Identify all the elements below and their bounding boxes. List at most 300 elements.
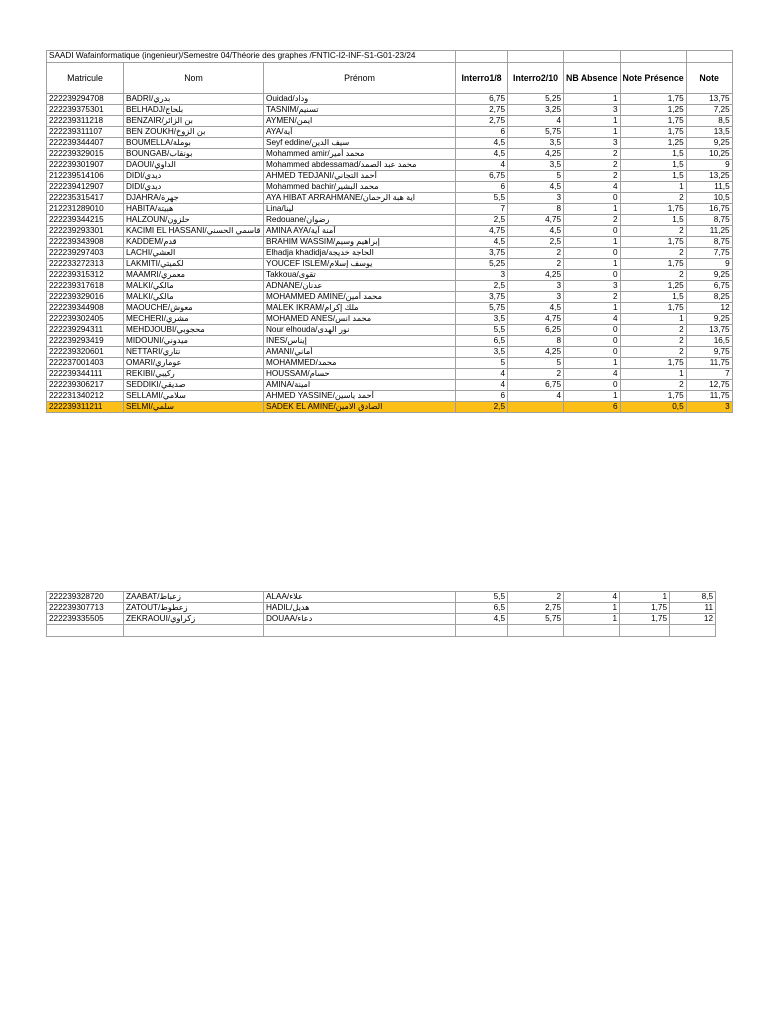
cell-interro1[interactable]: 4,5: [456, 237, 508, 248]
header-interro2: Interro2/10: [508, 63, 564, 94]
cell-matricule[interactable]: 222239320601: [47, 347, 124, 358]
cell-interro2[interactable]: [508, 402, 564, 413]
cell-prenom[interactable]: AYMEN/ايمن: [264, 116, 456, 127]
table-row: [47, 336, 733, 347]
cell-note-presence[interactable]: 1,75: [620, 614, 670, 625]
cell-interro2[interactable]: 6,75: [508, 380, 564, 391]
cell-nom[interactable]: MIDOUNI/ميدوني: [124, 336, 264, 347]
cell-interro1[interactable]: 2,5: [456, 281, 508, 292]
cell-prenom[interactable]: DOUAA/دعاء: [264, 614, 456, 625]
cell-interro1[interactable]: 6,75: [456, 171, 508, 182]
cell-note-presence[interactable]: 1,75: [620, 391, 686, 402]
cell-nb-absence[interactable]: 3: [564, 281, 621, 292]
cell-nb-absence[interactable]: 2: [564, 160, 621, 171]
cell-nom[interactable]: ZAABAT/زعباط: [124, 592, 264, 603]
cell-matricule[interactable]: 222239344908: [47, 303, 124, 314]
cell-interro2[interactable]: 2: [508, 369, 564, 380]
cell-matricule[interactable]: 222239311107: [47, 127, 124, 138]
cell-nb-absence[interactable]: 1: [564, 116, 621, 127]
cell-nb-absence[interactable]: 4: [564, 182, 621, 193]
cell-interro2[interactable]: 4: [508, 391, 564, 402]
table-row: [47, 116, 733, 127]
cell-nom[interactable]: ZATOUT/زعطوط: [124, 603, 264, 614]
cell-note[interactable]: 11,25: [686, 226, 732, 237]
cell-interro2[interactable]: 4,5: [508, 303, 564, 314]
empty-cell[interactable]: [564, 51, 621, 63]
table-row: [47, 303, 733, 314]
cell-note-presence[interactable]: 1,25: [620, 105, 686, 116]
cell-interro1[interactable]: 3,75: [456, 248, 508, 259]
cell-note-presence[interactable]: 1,75: [620, 259, 686, 270]
cell-matricule[interactable]: 222239307713: [47, 603, 124, 614]
cell-prenom[interactable]: AMINA/امينة: [264, 380, 456, 391]
cell-interro1[interactable]: 6,5: [456, 603, 508, 614]
empty-cell[interactable]: [620, 51, 686, 63]
cell-interro2[interactable]: 2,75: [508, 603, 564, 614]
cell-nom[interactable]: LACHI/العشي: [124, 248, 264, 259]
cell-note[interactable]: 12,75: [686, 380, 732, 391]
table-row: [47, 259, 733, 270]
table-row: [47, 281, 733, 292]
cell-note[interactable]: 8,5: [686, 116, 732, 127]
cell-prenom[interactable]: AMANI/أماني: [264, 347, 456, 358]
cell-interro2[interactable]: 4,25: [508, 270, 564, 281]
cell-interro2[interactable]: 6,25: [508, 325, 564, 336]
cell-matricule[interactable]: 222239297403: [47, 248, 124, 259]
cell-note-presence[interactable]: 1,5: [620, 215, 686, 226]
cell-nb-absence[interactable]: 1: [564, 303, 621, 314]
cell-interro1[interactable]: 7: [456, 204, 508, 215]
cell-nb-absence[interactable]: 3: [564, 138, 621, 149]
cell-interro2[interactable]: 2: [508, 259, 564, 270]
cell-interro1[interactable]: 2,5: [456, 402, 508, 413]
cell-interro2[interactable]: 3: [508, 281, 564, 292]
cell-nb-absence[interactable]: 2: [564, 215, 621, 226]
cell-interro1[interactable]: 4,5: [456, 149, 508, 160]
cell-note[interactable]: 6,75: [686, 281, 732, 292]
cell-note-presence[interactable]: 1,75: [620, 94, 686, 105]
cell-interro1[interactable]: 3,5: [456, 347, 508, 358]
cell-interro2[interactable]: 2: [508, 592, 564, 603]
cell-nb-absence[interactable]: 1: [564, 94, 621, 105]
cell-note[interactable]: 8,75: [686, 237, 732, 248]
cell-nb-absence[interactable]: 1: [564, 391, 621, 402]
cell-interro2[interactable]: 3,25: [508, 105, 564, 116]
cell-matricule[interactable]: 222239302405: [47, 314, 124, 325]
cell-nom[interactable]: DAOUI/الداوي: [124, 160, 264, 171]
cell-note[interactable]: 13,75: [686, 325, 732, 336]
cell-nb-absence[interactable]: 2: [564, 149, 621, 160]
cell-prenom[interactable]: YOUCEF ISLEM/يوسف إسلام: [264, 259, 456, 270]
cell-nb-absence[interactable]: 1: [564, 237, 621, 248]
cell-note[interactable]: 7,75: [686, 248, 732, 259]
cell-interro1[interactable]: 6: [456, 182, 508, 193]
cell-note[interactable]: 11,5: [686, 182, 732, 193]
cell-nom[interactable]: BOUNGAB/بونقاب: [124, 149, 264, 160]
cell-interro1[interactable]: 3: [456, 270, 508, 281]
cell-interro1[interactable]: 2,75: [456, 116, 508, 127]
table-row: [47, 138, 733, 149]
cell-note-presence[interactable]: 1,75: [620, 204, 686, 215]
cell-matricule[interactable]: 222239315312: [47, 270, 124, 281]
cell-nb-absence[interactable]: 4: [564, 369, 621, 380]
cell-interro1[interactable]: 6: [456, 127, 508, 138]
cell-nom[interactable]: BEN ZOUKH/بن الزوخ: [124, 127, 264, 138]
cell-note[interactable]: 3: [686, 402, 732, 413]
empty-cell[interactable]: [686, 51, 732, 63]
cell-interro1[interactable]: 6: [456, 391, 508, 402]
cell-nb-absence[interactable]: 1: [564, 204, 621, 215]
cell-note-presence[interactable]: 1: [620, 592, 670, 603]
cell-matricule[interactable]: 222239301907: [47, 160, 124, 171]
cell-nb-absence[interactable]: 2: [564, 171, 621, 182]
empty-cell[interactable]: [508, 625, 564, 637]
cell-note-presence[interactable]: 2: [620, 325, 686, 336]
cell-matricule[interactable]: 222237001403: [47, 358, 124, 369]
cell-prenom[interactable]: AYA/آية: [264, 127, 456, 138]
cell-matricule[interactable]: 212239514106: [47, 171, 124, 182]
cell-note-presence[interactable]: 1,75: [620, 303, 686, 314]
cell-note-presence[interactable]: 1,75: [620, 358, 686, 369]
table-row: [47, 292, 733, 303]
cell-matricule[interactable]: 222231340212: [47, 391, 124, 402]
cell-nom[interactable]: MAOUCHE/معوش: [124, 303, 264, 314]
cell-nb-absence[interactable]: 1: [564, 603, 620, 614]
cell-nom[interactable]: REKIBI/ركيبي: [124, 369, 264, 380]
table-row: [47, 105, 733, 116]
cell-nom[interactable]: SELLAMI/سلامي: [124, 391, 264, 402]
cell-note[interactable]: 9: [686, 259, 732, 270]
cell-note-presence[interactable]: 1,25: [620, 281, 686, 292]
cell-interro1[interactable]: 3,5: [456, 314, 508, 325]
cell-note-presence[interactable]: 1,75: [620, 127, 686, 138]
cell-note-presence[interactable]: 2: [620, 270, 686, 281]
cell-interro2[interactable]: 4,25: [508, 347, 564, 358]
cell-nom[interactable]: SELMI/سلمي: [124, 402, 264, 413]
cell-nb-absence[interactable]: 2: [564, 292, 621, 303]
cell-matricule[interactable]: 222239375301: [47, 105, 124, 116]
cell-note[interactable]: 12: [670, 614, 716, 625]
cell-nb-absence[interactable]: 0: [564, 325, 621, 336]
cell-matricule[interactable]: 222239344111: [47, 369, 124, 380]
cell-nom[interactable]: MAAMRI/معمري: [124, 270, 264, 281]
cell-note-presence[interactable]: 1: [620, 369, 686, 380]
cell-note-presence[interactable]: 1,75: [620, 237, 686, 248]
table-row: [47, 358, 733, 369]
cell-interro1[interactable]: 4: [456, 380, 508, 391]
cell-matricule[interactable]: 222239335505: [47, 614, 124, 625]
cell-interro2[interactable]: 3,5: [508, 138, 564, 149]
empty-cell[interactable]: [620, 625, 670, 637]
cell-interro2[interactable]: 4: [508, 116, 564, 127]
cell-prenom[interactable]: Mohammed bachir/محمد البشير: [264, 182, 456, 193]
cell-prenom[interactable]: Nour elhouda/نور الهدى: [264, 325, 456, 336]
cell-nb-absence[interactable]: 0: [564, 270, 621, 281]
cell-matricule[interactable]: 222239306217: [47, 380, 124, 391]
cell-note-presence[interactable]: 1: [620, 182, 686, 193]
cell-note-presence[interactable]: 2: [620, 380, 686, 391]
cell-interro2[interactable]: 4,5: [508, 226, 564, 237]
cell-prenom[interactable]: AMINA AYA/آمنة آية: [264, 226, 456, 237]
table-row: [47, 391, 733, 402]
cell-nb-absence[interactable]: 1: [564, 259, 621, 270]
cell-nom[interactable]: ZEKRAOUI/زكراوي: [124, 614, 264, 625]
table-row: [47, 160, 733, 171]
cell-note[interactable]: 16,75: [686, 204, 732, 215]
header-nb-absence: NB Absence: [564, 63, 621, 94]
table-row: [47, 171, 733, 182]
cell-nb-absence[interactable]: 0: [564, 193, 621, 204]
cell-nom[interactable]: MALKI/مالكي: [124, 292, 264, 303]
cell-nom[interactable]: DIDI/ديدي: [124, 182, 264, 193]
cell-nb-absence[interactable]: 3: [564, 105, 621, 116]
cell-interro2[interactable]: 2: [508, 248, 564, 259]
cell-note[interactable]: 9,25: [686, 314, 732, 325]
cell-nom[interactable]: OMARI/عوماري: [124, 358, 264, 369]
cell-nom[interactable]: MEHDJOUBI/محجوبي: [124, 325, 264, 336]
cell-prenom[interactable]: Takkoua/تقوى: [264, 270, 456, 281]
cell-nb-absence[interactable]: 0: [564, 380, 621, 391]
header-row: [47, 63, 733, 94]
empty-cell[interactable]: [508, 51, 564, 63]
cell-interro1[interactable]: 5,5: [456, 325, 508, 336]
cell-note[interactable]: 9: [686, 160, 732, 171]
empty-cell[interactable]: [124, 625, 264, 637]
cell-interro1[interactable]: 5,75: [456, 303, 508, 314]
cell-prenom[interactable]: Seyf eddine/سيف الدين: [264, 138, 456, 149]
cell-nb-absence[interactable]: 0: [564, 347, 621, 358]
cell-prenom[interactable]: INES/إيناس: [264, 336, 456, 347]
cell-note[interactable]: 8,5: [670, 592, 716, 603]
cell-note-presence[interactable]: 1,5: [620, 160, 686, 171]
cell-nb-absence[interactable]: 1: [564, 127, 621, 138]
header-interro1: Interro1/8: [456, 63, 508, 94]
cell-note[interactable]: 13,25: [686, 171, 732, 182]
title-row: [47, 51, 733, 63]
table-row: [47, 94, 733, 105]
cell-note[interactable]: 16,5: [686, 336, 732, 347]
header-prenom: Prénom: [264, 63, 456, 94]
cell-nb-absence[interactable]: 6: [564, 402, 621, 413]
cell-interro2[interactable]: 5,75: [508, 127, 564, 138]
cell-note[interactable]: 7,25: [686, 105, 732, 116]
table-row: [47, 226, 733, 237]
cell-prenom[interactable]: HOUSSAM/حسام: [264, 369, 456, 380]
cell-nom[interactable]: DIDI/ديدي: [124, 171, 264, 182]
cell-note[interactable]: 9,25: [686, 138, 732, 149]
cell-prenom[interactable]: Mohammed amir/محمد أمير: [264, 149, 456, 160]
cell-nom[interactable]: DJAHRA/جهرة: [124, 193, 264, 204]
cell-interro2[interactable]: 4,75: [508, 215, 564, 226]
cell-prenom[interactable]: AHMED TEDJANI/أحمد التجاني: [264, 171, 456, 182]
cell-prenom[interactable]: SADEK EL AMINE/الصادق الامين: [264, 402, 456, 413]
cell-matricule[interactable]: 212231289010: [47, 204, 124, 215]
cell-nom[interactable]: BADRI/بدري: [124, 94, 264, 105]
cell-note[interactable]: 8,25: [686, 292, 732, 303]
cell-interro2[interactable]: 4,75: [508, 314, 564, 325]
cell-interro1[interactable]: 4: [456, 369, 508, 380]
cell-prenom[interactable]: Redouane/رضوان: [264, 215, 456, 226]
cell-interro1[interactable]: 5,25: [456, 259, 508, 270]
empty-cell[interactable]: [456, 51, 508, 63]
cell-interro1[interactable]: 5: [456, 358, 508, 369]
table-row: [47, 369, 733, 380]
cell-matricule[interactable]: 222239311218: [47, 116, 124, 127]
cell-note-presence[interactable]: 1,5: [620, 171, 686, 182]
cell-note-presence[interactable]: 2: [620, 193, 686, 204]
cell-nom[interactable]: BENZAIR/بن الزائر: [124, 116, 264, 127]
cell-note[interactable]: 9,75: [686, 347, 732, 358]
cell-interro2[interactable]: 4,5: [508, 182, 564, 193]
cell-matricule[interactable]: 222239343908: [47, 237, 124, 248]
cell-prenom[interactable]: MALEK IKRAM/ملك إكرام: [264, 303, 456, 314]
cell-matricule[interactable]: 222239328720: [47, 592, 124, 603]
cell-interro1[interactable]: 4,75: [456, 226, 508, 237]
cell-prenom[interactable]: ADNANE/عدنان: [264, 281, 456, 292]
cell-interro1[interactable]: 2,75: [456, 105, 508, 116]
cell-matricule[interactable]: 222239294311: [47, 325, 124, 336]
cell-note[interactable]: 8,75: [686, 215, 732, 226]
cell-note-presence[interactable]: 0,5: [620, 402, 686, 413]
cell-note-presence[interactable]: 1,75: [620, 116, 686, 127]
cell-nb-absence[interactable]: 1: [564, 614, 620, 625]
cell-prenom[interactable]: MOHAMMED AMINE/محمد أمين: [264, 292, 456, 303]
cell-prenom[interactable]: MOHAMED ANES/محمد انس: [264, 314, 456, 325]
cell-note[interactable]: 11,75: [686, 391, 732, 402]
cell-nb-absence[interactable]: 0: [564, 248, 621, 259]
cell-interro2[interactable]: 3: [508, 292, 564, 303]
header-nom: Nom: [124, 63, 264, 94]
cell-matricule[interactable]: 222239317618: [47, 281, 124, 292]
cell-interro1[interactable]: 4,5: [456, 138, 508, 149]
cell-prenom[interactable]: AYA HIBAT ARRAHMANE/اية هبة الرحمان: [264, 193, 456, 204]
cell-nom[interactable]: MECHERI/مشري: [124, 314, 264, 325]
cell-prenom[interactable]: Mohammed abdessamad/محمد عبد الصمد: [264, 160, 456, 171]
cell-interro2[interactable]: 3: [508, 193, 564, 204]
cell-matricule[interactable]: 222239344407: [47, 138, 124, 149]
cell-interro2[interactable]: 3,5: [508, 160, 564, 171]
table-row: [47, 402, 733, 413]
cell-note[interactable]: 10,5: [686, 193, 732, 204]
empty-cell[interactable]: [47, 625, 124, 637]
cell-interro1[interactable]: 2,5: [456, 215, 508, 226]
cell-note[interactable]: 11: [670, 603, 716, 614]
cell-interro2[interactable]: 8: [508, 204, 564, 215]
cell-nb-absence[interactable]: 4: [564, 592, 620, 603]
cell-nom[interactable]: SEDDIKI/صديقي: [124, 380, 264, 391]
cell-matricule[interactable]: 222239344215: [47, 215, 124, 226]
cell-nb-absence[interactable]: 1: [564, 358, 621, 369]
cell-note[interactable]: 9,25: [686, 270, 732, 281]
grades-table-continued: [46, 591, 716, 637]
table-row: [47, 237, 733, 248]
cell-interro2[interactable]: 4,25: [508, 149, 564, 160]
header-matricule: Matricule: [47, 63, 124, 94]
cell-prenom[interactable]: Lina/لينا: [264, 204, 456, 215]
empty-cell[interactable]: [670, 625, 716, 637]
cell-interro1[interactable]: 6,5: [456, 336, 508, 347]
cell-matricule[interactable]: 222239293419: [47, 336, 124, 347]
cell-note[interactable]: 13,75: [686, 94, 732, 105]
cell-note-presence[interactable]: 2: [620, 226, 686, 237]
cell-interro1[interactable]: 6,75: [456, 94, 508, 105]
cell-note[interactable]: 12: [686, 303, 732, 314]
cell-nb-absence[interactable]: 0: [564, 336, 621, 347]
cell-prenom[interactable]: Elhadja khadidja/الحاجة خديجة: [264, 248, 456, 259]
cell-nom[interactable]: LAKMITI/لكميتي: [124, 259, 264, 270]
cell-matricule[interactable]: 222233272313: [47, 259, 124, 270]
cell-nom[interactable]: HABITA/هبيتة: [124, 204, 264, 215]
cell-nom[interactable]: KADDEM/قدم: [124, 237, 264, 248]
cell-matricule[interactable]: 222239311211: [47, 402, 124, 413]
cell-interro1[interactable]: 4: [456, 160, 508, 171]
cell-matricule[interactable]: 222239294708: [47, 94, 124, 105]
cell-note-presence[interactable]: 1,5: [620, 149, 686, 160]
table-row: [47, 204, 733, 215]
cell-matricule[interactable]: 222239329016: [47, 292, 124, 303]
cell-prenom[interactable]: TASNIM/تسنيم: [264, 105, 456, 116]
cell-prenom[interactable]: BRAHIM WASSIM/إبراهيم وسيم: [264, 237, 456, 248]
cell-nom[interactable]: KACIMI EL HASSANI/قاسمي الحسني: [124, 226, 264, 237]
cell-note-presence[interactable]: 1: [620, 314, 686, 325]
cell-interro2[interactable]: 5: [508, 358, 564, 369]
cell-prenom[interactable]: ALAA/علاء: [264, 592, 456, 603]
cell-nb-absence[interactable]: 0: [564, 226, 621, 237]
cell-interro1[interactable]: 3,75: [456, 292, 508, 303]
table-row: [47, 149, 733, 160]
cell-interro2[interactable]: 2,5: [508, 237, 564, 248]
cell-note-presence[interactable]: 2: [620, 347, 686, 358]
cell-prenom[interactable]: MOHAMMED/محمد: [264, 358, 456, 369]
cell-matricule[interactable]: 222239293301: [47, 226, 124, 237]
cell-interro1[interactable]: 5,5: [456, 193, 508, 204]
cell-interro1[interactable]: 4,5: [456, 614, 508, 625]
cell-interro2[interactable]: 5,75: [508, 614, 564, 625]
cell-prenom[interactable]: HADIL/هديل: [264, 603, 456, 614]
cell-interro1[interactable]: 5,5: [456, 592, 508, 603]
cell-interro2[interactable]: 5: [508, 171, 564, 182]
empty-cell[interactable]: [456, 625, 508, 637]
cell-prenom[interactable]: Ouidad/وداد: [264, 94, 456, 105]
cell-note-presence[interactable]: 2: [620, 248, 686, 259]
cell-matricule[interactable]: 222239329015: [47, 149, 124, 160]
cell-nb-absence[interactable]: 4: [564, 314, 621, 325]
cell-nom[interactable]: NETTARI/نتاري: [124, 347, 264, 358]
cell-interro2[interactable]: 8: [508, 336, 564, 347]
cell-nom[interactable]: BELHADJ/بلحاج: [124, 105, 264, 116]
cell-note[interactable]: 11,75: [686, 358, 732, 369]
cell-note[interactable]: 13,5: [686, 127, 732, 138]
cell-nom[interactable]: HALZOUN/حلزون: [124, 215, 264, 226]
empty-cell[interactable]: [564, 625, 620, 637]
empty-cell[interactable]: [264, 625, 456, 637]
table-row: [47, 603, 716, 614]
cell-note[interactable]: 10,25: [686, 149, 732, 160]
cell-matricule[interactable]: 222239412907: [47, 182, 124, 193]
cell-note-presence[interactable]: 1,75: [620, 603, 670, 614]
cell-interro2[interactable]: 5,25: [508, 94, 564, 105]
cell-prenom[interactable]: AHMED YASSINE/أحمد ياسين: [264, 391, 456, 402]
cell-note[interactable]: 7: [686, 369, 732, 380]
header-note-presence: Note Présence: [620, 63, 686, 94]
cell-note-presence[interactable]: 2: [620, 336, 686, 347]
cell-nom[interactable]: BOUMELLA/بوملة: [124, 138, 264, 149]
sheet-title: SAADI Wafainformatique (ingenieur)/Semestre 04/Théorie des graphes /FNTIC-I2-INF-S1-G01-23/24: [47, 51, 456, 63]
cell-matricule[interactable]: 222235315417: [47, 193, 124, 204]
cell-nom[interactable]: MALKI/مالكي: [124, 281, 264, 292]
cell-note-presence[interactable]: 1,25: [620, 138, 686, 149]
cell-note-presence[interactable]: 1,5: [620, 292, 686, 303]
